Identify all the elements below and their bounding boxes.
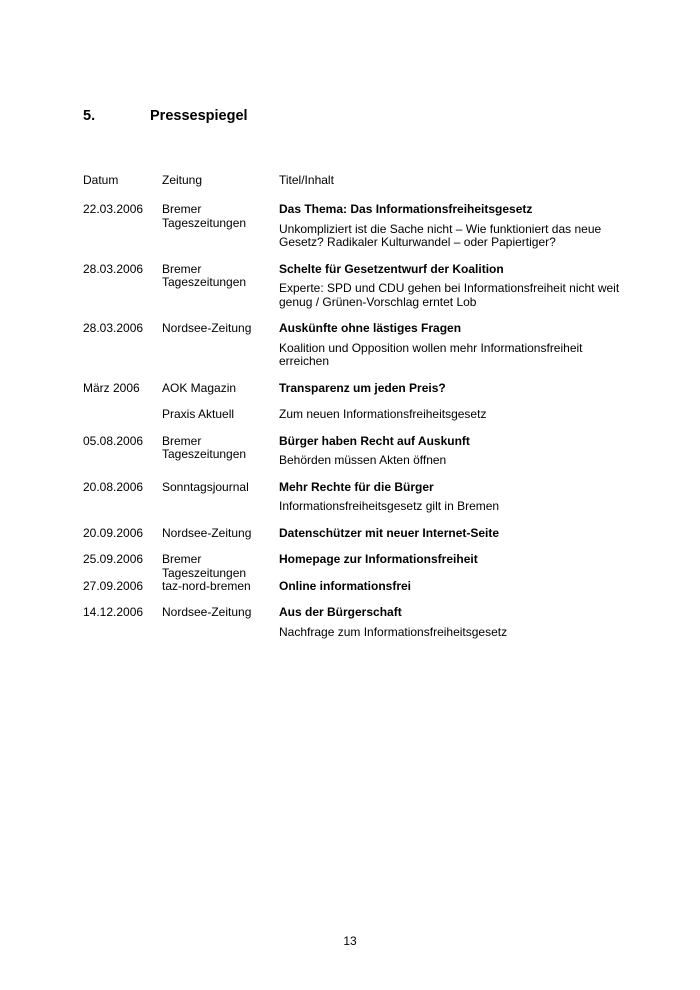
row-date: 28.03.2006 (83, 321, 144, 335)
row-newspaper: Bremer Tageszeitungen (162, 433, 247, 461)
row-content (279, 527, 623, 541)
table-row (83, 408, 623, 422)
row-content (279, 606, 623, 639)
row-content (279, 203, 623, 250)
table-row (83, 382, 623, 396)
press-review-table (83, 174, 623, 639)
row-date: 20.08.2006 (83, 479, 144, 494)
row-article-title: Online informationsfrei (279, 578, 412, 593)
row-date: 27.09.2006 (83, 578, 144, 593)
row-newspaper: Sonntagsjournal (162, 479, 249, 494)
section-number: 5. (83, 108, 96, 124)
header-title: Titel/Inhalt (279, 173, 334, 187)
row-newspaper: Nordsee-Zeitung (162, 525, 252, 540)
row-date: 22.03.2006 (83, 202, 144, 216)
row-article-summary: Unkompliziert ist die Sache nicht – Wie funktioniert das neue Gesetz? Radikaler Kulturwandel – oder Papiertiger? (279, 221, 602, 249)
table-header (83, 174, 623, 188)
row-article-summary: Nachfrage zum Informationsfreiheitsgesetz (279, 624, 508, 639)
row-article-title: Schelte für Gesetzentwurf der Koalition (279, 261, 504, 276)
row-article-title: Das Thema: Das Informationsfreiheitsgesetz (279, 202, 533, 216)
row-article-summary: Koalition und Opposition wollen mehr Informationsfreiheit erreichen (279, 340, 583, 368)
row-newspaper: taz-nord-bremen (162, 578, 251, 593)
row-content (279, 580, 623, 594)
table-row (83, 263, 623, 310)
row-content (279, 553, 623, 567)
row-content (279, 435, 623, 468)
table-row (83, 552, 623, 580)
table-row (83, 203, 623, 250)
table-row (83, 322, 623, 369)
section-title: Pressespiegel (150, 108, 248, 124)
row-content (279, 481, 623, 514)
row-article-title: Datenschützer mit neuer Internet-Seite (279, 525, 500, 540)
header-date: Datum (83, 173, 119, 187)
row-newspaper: Praxis Aktuell (162, 407, 235, 421)
row-newspaper: Nordsee-Zeitung (162, 321, 252, 335)
row-newspaper: Nordsee-Zeitung (162, 605, 252, 619)
header-paper: Zeitung (162, 173, 203, 187)
row-newspaper: Bremer Tageszeitungen (162, 261, 247, 289)
row-article-title: Mehr Rechte für die Bürger (279, 479, 434, 494)
row-newspaper: Bremer Tageszeitungen (162, 202, 247, 230)
row-newspaper: Bremer Tageszeitungen (162, 552, 247, 580)
table-body (83, 203, 623, 639)
table-row (83, 606, 623, 639)
row-date: 14.12.2006 (83, 605, 144, 619)
row-article-title: Homepage zur Informationsfreiheit (279, 552, 478, 566)
row-article-title: Bürger haben Recht auf Auskunft (279, 433, 470, 448)
row-content (279, 382, 623, 396)
row-content (279, 322, 623, 369)
row-content (279, 408, 623, 422)
table-row (83, 435, 623, 468)
table-row (83, 527, 623, 541)
row-article-summary: Zum neuen Informationsfreiheitsgesetz (279, 407, 487, 421)
row-article-summary: Informationsfreiheitsgesetz gilt in Bremen (279, 499, 500, 513)
row-date: 05.08.2006 (83, 433, 144, 448)
row-content (279, 263, 623, 310)
table-row (83, 580, 623, 594)
row-date: März 2006 (83, 380, 140, 395)
row-article-summary: Behörden müssen Akten öffnen (279, 453, 447, 467)
row-date: 20.09.2006 (83, 525, 144, 540)
row-newspaper: AOK Magazin (162, 380, 237, 395)
row-date: 28.03.2006 (83, 261, 144, 276)
row-date: 25.09.2006 (83, 552, 144, 566)
table-row (83, 481, 623, 514)
row-article-title: Transparenz um jeden Preis? (279, 380, 446, 395)
row-article-title: Aus der Bürgerschaft (279, 605, 402, 619)
row-article-summary: Experte: SPD und CDU gehen bei Informationsfreiheit nicht weit genug / Grünen-Vorschlag erntet Lob (279, 281, 620, 309)
row-article-title: Auskünfte ohne lästiges Fragen (279, 321, 462, 335)
page-number: 13 (343, 934, 357, 948)
